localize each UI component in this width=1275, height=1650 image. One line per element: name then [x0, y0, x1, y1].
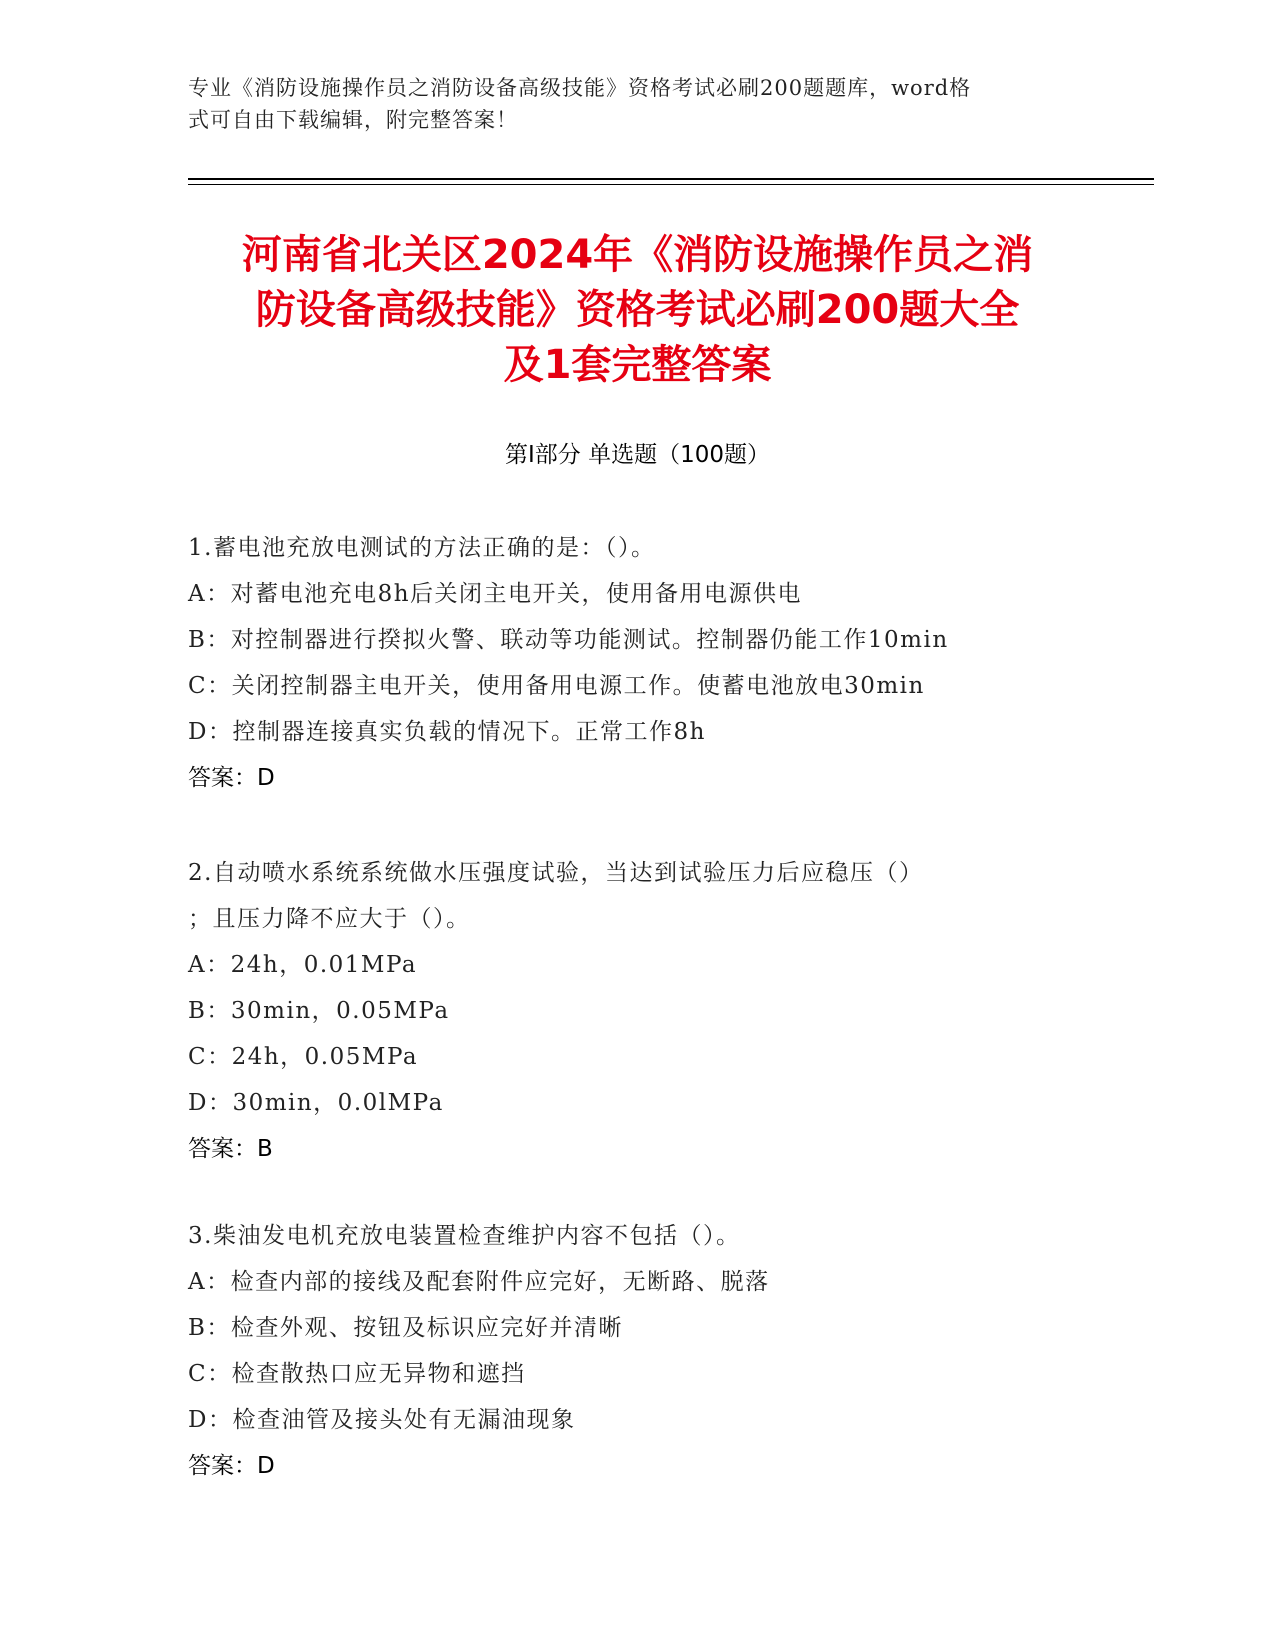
title-line-3: 及1套完整答案: [503, 342, 772, 388]
header-divider-thin: [188, 184, 1154, 185]
option-d: D：检查油管及接头处有无漏油现象: [188, 1407, 576, 1433]
answer: 答案：D: [188, 1453, 275, 1479]
option-b: B：对控制器进行揆拟火警、联动等功能测试。控制器仍能工作10min: [188, 627, 949, 653]
question-stem: 2.自动喷水系统系统做水压强度试验，当达到试验压力后应稳压（）: [188, 860, 924, 886]
option-c: C：24h，0.05MPa: [188, 1044, 419, 1070]
document-title: [160, 228, 1115, 393]
header-note: [188, 72, 1088, 136]
answer: 答案：B: [188, 1136, 273, 1162]
question-2: [188, 850, 1088, 1172]
option-c: C：检查散热口应无异物和遮挡: [188, 1361, 526, 1387]
title-line-2: 防设备高级技能》资格考试必刷200题大全: [255, 287, 1020, 333]
header-divider-thick: [188, 178, 1154, 180]
question-1: [188, 525, 1088, 801]
question-stem-continued: ；且压力降不应大于（）。: [188, 906, 471, 932]
option-b: B：检查外观、按钮及标识应完好并清晰: [188, 1315, 623, 1341]
question-stem: 1.蓄电池充放电测试的方法正确的是：（）。: [188, 535, 656, 561]
question-stem: 3.柴油发电机充放电装置检查维护内容不包括（）。: [188, 1223, 741, 1249]
option-a: A：检查内部的接线及配套附件应完好，无断路、脱落: [188, 1269, 770, 1295]
header-note-line-1: 专业《消防设施操作员之消防设备高级技能》资格考试必刷200题题库，word格: [188, 76, 972, 100]
option-d: D：控制器连接真实负载的情况下。正常工作8h: [188, 719, 706, 745]
title-line-1: 河南省北关区2024年《消防设施操作员之消: [241, 232, 1034, 278]
option-c: C：关闭控制器主电开关，使用备用电源工作。使蓄电池放电30min: [188, 673, 925, 699]
option-a: A：对蓄电池充电8h后关闭主电开关，使用备用电源供电: [188, 581, 803, 607]
header-note-line-2: 式可自由下载编辑，附完整答案！: [188, 108, 518, 132]
section-heading: 第Ⅰ部分 单选题（100题）: [505, 442, 770, 468]
question-3: [188, 1213, 1088, 1489]
option-b: B：30min，0.05MPa: [188, 998, 450, 1024]
answer: 答案：D: [188, 765, 275, 791]
option-a: A：24h，0.01MPa: [188, 952, 418, 978]
option-d: D：30min，0.0lMPa: [188, 1090, 444, 1116]
